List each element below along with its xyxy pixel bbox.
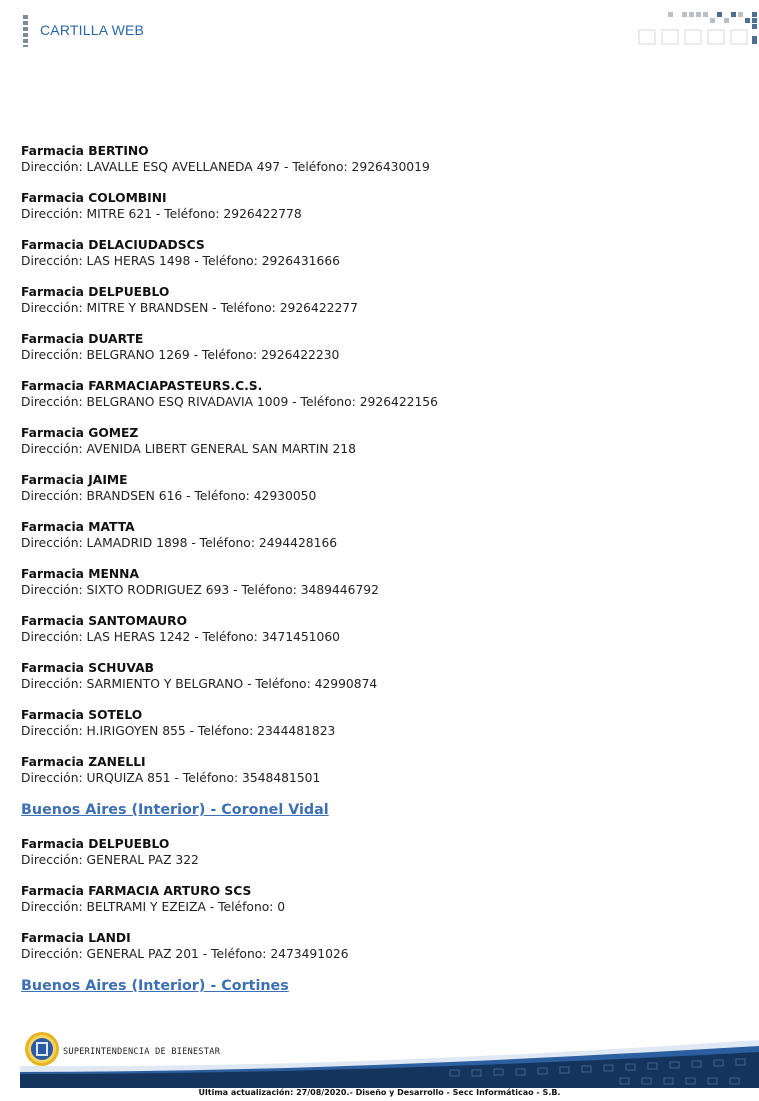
pharmacy-entry [21,237,741,269]
pharmacy-entry [21,143,741,175]
pharmacy-address: Dirección: SIXTO RODRIGUEZ 693 - Teléfono: 3489446792 [21,583,379,597]
pharmacy-name: Farmacia BERTINO [21,144,149,158]
pharmacy-name: Farmacia FARMACIA ARTURO SCS [21,884,252,898]
pharmacy-entry [21,836,741,868]
pharmacy-entry [21,331,741,363]
pharmacy-address: Dirección: BELGRANO 1269 - Teléfono: 2926422230 [21,348,340,362]
pharmacy-address: Dirección: SARMIENTO Y BELGRANO - Teléfono: 42990874 [21,677,378,691]
pharmacy-entry [21,707,741,739]
pharmacy-address: Dirección: LAVALLE ESQ AVELLANEDA 497 - Teléfono: 2926430019 [21,160,430,174]
pharmacy-entry [21,754,741,786]
pharmacy-name: Farmacia FARMACIAPASTEURS.C.S. [21,379,263,393]
pharmacy-entry [21,883,741,915]
pharmacy-list [21,143,741,1012]
pharmacy-address: Dirección: BELGRANO ESQ RIVADAVIA 1009 - Teléfono: 2926422156 [21,395,438,409]
pharmacy-entry [21,472,741,504]
pharmacy-name: Farmacia ZANELLI [21,755,146,769]
region-heading[interactable]: Buenos Aires (Interior) - Cortines [21,978,289,994]
pharmacy-entry [21,519,741,551]
pharmacy-entry [21,660,741,692]
pharmacy-entry [21,378,741,410]
pharmacy-address: Dirección: GENERAL PAZ 322 [21,853,199,867]
footer-note: Ultima actualización: 27/08/2020.- Diseño y Desarrollo - Secc Informáticao - S.B. [198,1088,561,1097]
pharmacy-address: Dirección: MITRE Y BRANDSEN - Teléfono: 2926422277 [21,301,358,315]
pharmacy-address: Dirección: BRANDSEN 616 - Teléfono: 42930050 [21,489,317,503]
pharmacy-name: Farmacia SCHUVAB [21,661,154,675]
pharmacy-address: Dirección: LAMADRID 1898 - Teléfono: 2494428166 [21,536,338,550]
pharmacy-address: Dirección: LAS HERAS 1242 - Teléfono: 3471451060 [21,630,340,644]
pharmacy-name: Farmacia DELPUEBLO [21,837,170,851]
pharmacy-name: Farmacia DELACIUDADSCS [21,238,205,252]
pharmacy-name: Farmacia MATTA [21,520,135,534]
region-heading[interactable]: Buenos Aires (Interior) - Coronel Vidal [21,802,329,818]
pharmacy-name: Farmacia LANDI [21,931,131,945]
pharmacy-entry [21,566,741,598]
page-title: CARTILLA WEB [40,22,145,38]
pharmacy-address: Dirección: URQUIZA 851 - Teléfono: 3548481501 [21,771,321,785]
pharmacy-address: Dirección: BELTRAMI Y EZEIZA - Teléfono: 0 [21,900,286,914]
pharmacy-name: Farmacia COLOMBINI [21,191,167,205]
pharmacy-entry [21,284,741,316]
pharmacy-name: Farmacia DELPUEBLO [21,285,170,299]
pharmacy-entry [21,930,741,962]
footer-wave-decoration [20,1036,759,1088]
header-decoration-icon [638,12,759,46]
pharmacy-name: Farmacia SANTOMAURO [21,614,188,628]
pharmacy-entry [21,190,741,222]
superintendencia-logo-icon [24,1031,60,1067]
organization-name: SUPERINTENDENCIA DE BIENESTAR [63,1047,221,1057]
pharmacy-entry [21,613,741,645]
pharmacy-address: Dirección: MITRE 621 - Teléfono: 2926422778 [21,207,302,221]
pharmacy-address: Dirección: H.IRIGOYEN 855 - Teléfono: 2344481823 [21,724,336,738]
pharmacy-address: Dirección: AVENIDA LIBERT GENERAL SAN MARTIN 218 [21,442,356,456]
pharmacy-name: Farmacia MENNA [21,567,139,581]
pharmacy-name: Farmacia GOMEZ [21,426,139,440]
pharmacy-name: Farmacia SOTELO [21,708,143,722]
pharmacy-address: Dirección: GENERAL PAZ 201 - Teléfono: 2473491026 [21,947,349,961]
pharmacy-entry [21,425,741,457]
header-bar-icon [23,15,28,47]
pharmacy-address: Dirección: LAS HERAS 1498 - Teléfono: 2926431666 [21,254,340,268]
pharmacy-name: Farmacia JAIME [21,473,128,487]
pharmacy-name: Farmacia DUARTE [21,332,144,346]
